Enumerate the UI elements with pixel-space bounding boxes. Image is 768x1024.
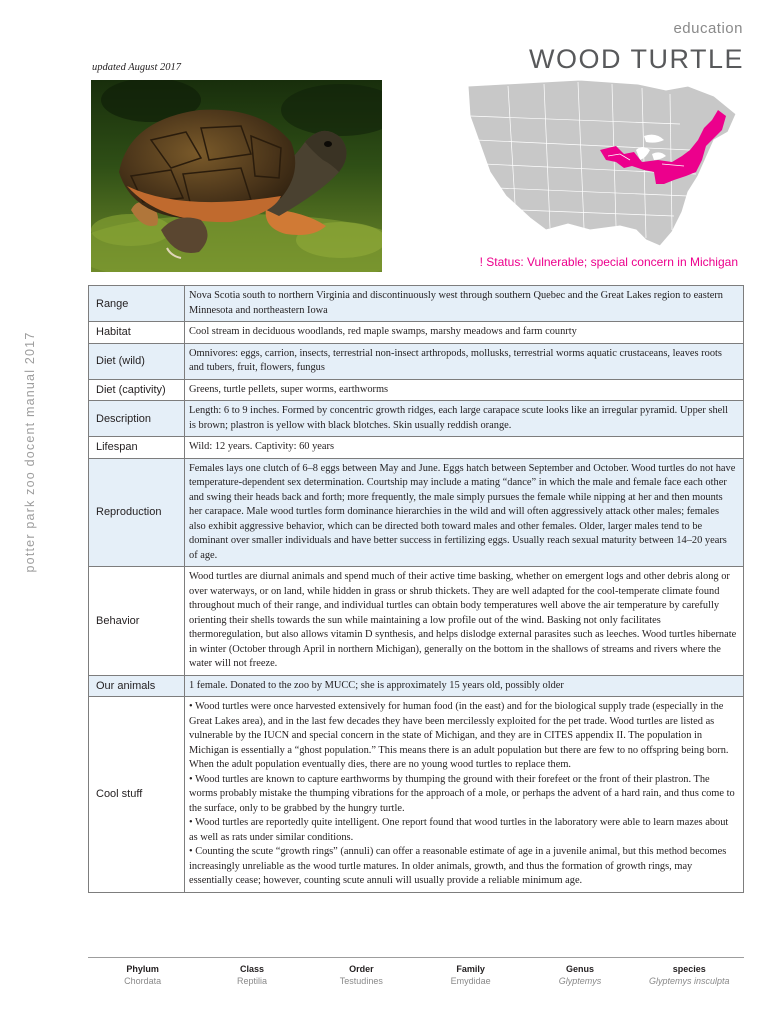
cool-stuff-item: • Wood turtles are reportedly quite intelligent. One report found that wood turtles in the laboratory were able to learn mazes about as well as rats under similar conditions. <box>189 817 729 843</box>
taxonomy-name: Glyptemys <box>558 976 602 986</box>
cool-stuff-item: • Counting the scute “growth rings” (annuli) can offer a reasonable estimate of age in a juvenile animal, but this method becomes increasingly unreliable as the wood turtle matures. In older animals, growth, and thus the formation of growth rings, may essentially cease; however, counting scute annuli will usually provide a reliable minimum age. <box>189 846 727 886</box>
taxonomy-rank: Family <box>456 964 485 974</box>
taxonomy-divider <box>88 957 744 958</box>
range-map-image <box>460 80 748 250</box>
row-label: Behavior <box>89 567 185 676</box>
taxonomy-name: Testudines <box>339 976 383 986</box>
row-value: Cool stream in deciduous woodlands, red maple swamps, marshy meadows and farm counrty <box>185 322 744 344</box>
table-row <box>89 379 744 401</box>
sidebar-text: potter park zoo docent manual 2017 <box>23 331 37 573</box>
row-label: Reproduction <box>89 458 185 567</box>
table-row-cool-stuff <box>89 697 744 893</box>
row-label: Diet (captivity) <box>89 379 185 401</box>
cool-stuff-item: • Wood turtles are known to capture earthworms by thumping the ground with their forefeet or the front of their plastron. The worms probably mistake the thumping vibrations for the approach of a mole, or perhaps the advent of a hard rain, and thus come to the surface, only to be grabbed by the hungry turtle. <box>189 773 735 814</box>
updated-date: updated August 2017 <box>92 62 182 73</box>
taxonomy-name: Emydidae <box>450 976 491 986</box>
row-label: Cool stuff <box>89 697 185 893</box>
taxonomy-rank: Genus <box>565 964 594 974</box>
taxonomy-class <box>197 964 306 986</box>
taxonomy-rank: Order <box>349 964 374 974</box>
category-label: education <box>673 20 743 37</box>
table-row <box>89 675 744 697</box>
cool-stuff-value <box>185 697 744 893</box>
row-value: Omnivores: eggs, carrion, insects, terrestrial non-insect arthropods, mollusks, terrestrial worms aquatic crustaceans, leaves roots and tubers, fruit, flowers, fungus <box>185 343 744 379</box>
taxonomy-genus <box>525 964 634 986</box>
taxonomy-name: Chordata <box>124 976 162 986</box>
table-row <box>89 401 744 437</box>
taxonomy-rank: Phylum <box>126 964 159 974</box>
row-label: Description <box>89 401 185 437</box>
taxonomy-rank: Class <box>239 964 264 974</box>
taxonomy-rank: species <box>672 964 706 974</box>
status-text: ! Status: Vulnerable; special concern in Michigan <box>479 255 738 269</box>
table-row <box>89 567 744 676</box>
taxonomy-name: Reptilia <box>236 976 267 986</box>
row-value: Wood turtles are diurnal animals and spend much of their active time basking, whether on emergent logs and other debris along or over waterways, or on land, while hidden in grass or shrub thickets. They are well adapted for the cool-temperate climate found throughout much of their range, and individual turtles can obtain body temperatures well above the air temperature by carefully orienting their shells towards the sun while maintaining a low profile out of the wind. Basking not only facilitates thermoregulation, but also allows vitamin D synthesis, and helps dislodge external parasites such as leeches. Wood turtles hibernate in winter (October through April in northern Michigan), generally on the bottom in the shallows of streams and rivers where the water will not freeze. <box>185 567 744 676</box>
range-map <box>460 80 748 250</box>
row-value: Nova Scotia south to northern Virginia and discontinuously west through southern Quebec and the Great Lakes region to eastern Minnesota and northeastern Iowa <box>185 286 744 322</box>
taxonomy-name: Glyptemys insculpta <box>649 976 730 986</box>
table-row <box>89 286 744 322</box>
facts-table <box>88 285 744 893</box>
row-label: Range <box>89 286 185 322</box>
table-row <box>89 437 744 459</box>
row-value: Wild: 12 years. Captivity: 60 years <box>185 437 744 459</box>
row-value: Females lays one clutch of 6–8 eggs between May and June. Eggs hatch between September and October. Wood turtles do not have temperature-dependent sex determination. Courtship may include a mating “dance” in which the male and female face each other and swing their heads back and forth; more frequently, the male simply pursues the female while nipping at her and then mounts her carapace. Male wood turtles form dominance hierarchies in the wild and will often aggressively attack other males; females also exhibit aggressive behavior, which can be directed both toward males and other females. Older, larger males tend to be dominant over smaller individuals and have better success in fertilizing eggs. Usually reach sexual maturity between 14–20 years of age. <box>185 458 744 567</box>
taxonomy-species <box>635 964 744 986</box>
taxonomy-family <box>416 964 525 986</box>
row-label: Our animals <box>89 675 185 697</box>
taxonomy-bar <box>88 964 744 986</box>
table-row <box>89 458 744 567</box>
turtle-photo-image <box>91 80 382 272</box>
row-value: 1 female. Donated to the zoo by MUCC; she is approximately 15 years old, possibly older <box>185 675 744 697</box>
row-label: Diet (wild) <box>89 343 185 379</box>
taxonomy-order <box>307 964 416 986</box>
row-value: Length: 6 to 9 inches. Formed by concentric growth ridges, each large carapace scute looks like an irregular pyramid. Upper shell is brown; plastron is yellow with black blotches. Skin usually reddish orange. <box>185 401 744 437</box>
table-row <box>89 322 744 344</box>
row-label: Lifespan <box>89 437 185 459</box>
cool-stuff-item: • Wood turtles were once harvested extensively for human food (in the east) and for the biological supply trade (especially in the Great Lakes area), and in the last few decades they have been mercilessly exploited for the pet trade. Wood turtles are listed as vulnerable by the IUCN and special concern in the state of Michigan, and they are in CITES appendix II. The population in Michigan is essentially a “ghost population.” This means there is an adult population but there are few to no offspring being born. When the adult population eventually dies, there are no young wood turtles to replace them. <box>189 701 729 770</box>
page-title: WOOD TURTLE <box>528 44 744 74</box>
row-label: Habitat <box>89 322 185 344</box>
turtle-photo <box>91 80 382 272</box>
row-value: Greens, turtle pellets, super worms, earthworms <box>185 379 744 401</box>
taxonomy-phylum <box>88 964 197 986</box>
table-row <box>89 343 744 379</box>
